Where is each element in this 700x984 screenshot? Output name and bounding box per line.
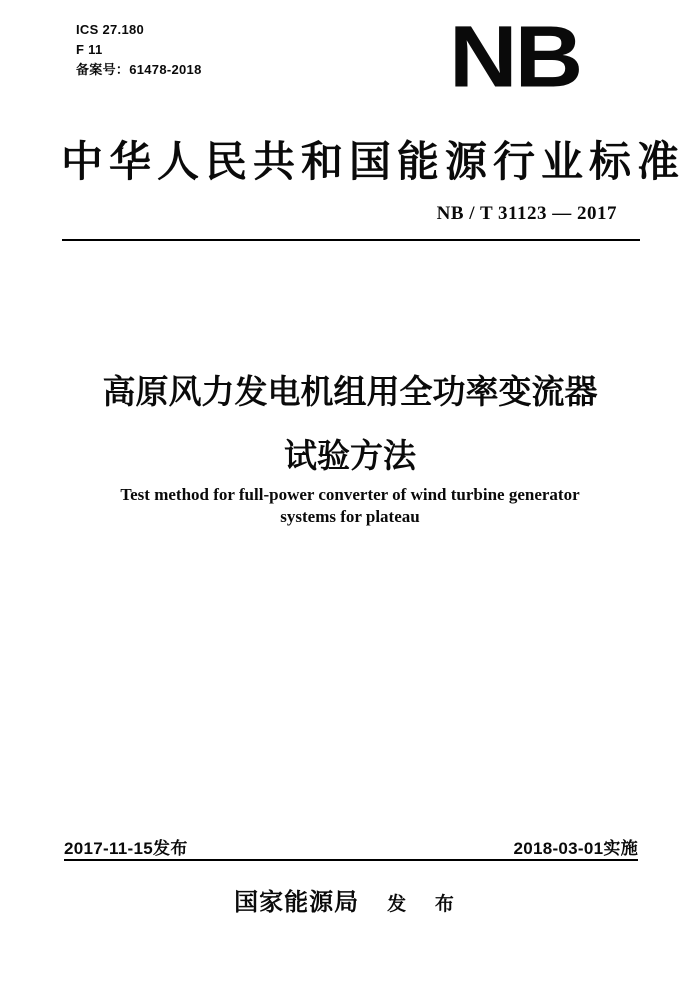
- title-en-line1: Test method for full-power converter of wind turbine generator: [120, 485, 580, 504]
- ics-code: ICS 27.180: [76, 22, 145, 37]
- nb-logo: NB: [449, 8, 581, 107]
- ics-classification-block: [76, 20, 202, 80]
- title-en-line2: systems for plateau: [280, 507, 420, 526]
- issuer-row: [0, 882, 700, 917]
- standard-number: NB / T 31123 — 2017: [436, 203, 617, 224]
- document-title-cn: [0, 366, 700, 477]
- standard-category-title: 中华人民共和国能源行业标准: [61, 140, 686, 186]
- issuing-authority: 国家能源局: [234, 890, 360, 916]
- document-title-en: [0, 484, 700, 528]
- footer-divider-rule: [64, 859, 638, 861]
- title-cn-line2: 试验方法: [284, 437, 416, 474]
- title-cn-line1: 高原风力发电机组用全功率变流器: [102, 373, 598, 410]
- issue-date: 2017-11-15发布: [64, 839, 188, 858]
- header-divider-rule: [62, 239, 640, 241]
- record-number: 备案号：61478-2018: [76, 62, 202, 77]
- implementation-date: 2018-03-01实施: [513, 839, 638, 858]
- classification-code: F 11: [76, 42, 103, 57]
- publish-label: 发 布: [387, 894, 466, 915]
- date-row: [64, 834, 638, 859]
